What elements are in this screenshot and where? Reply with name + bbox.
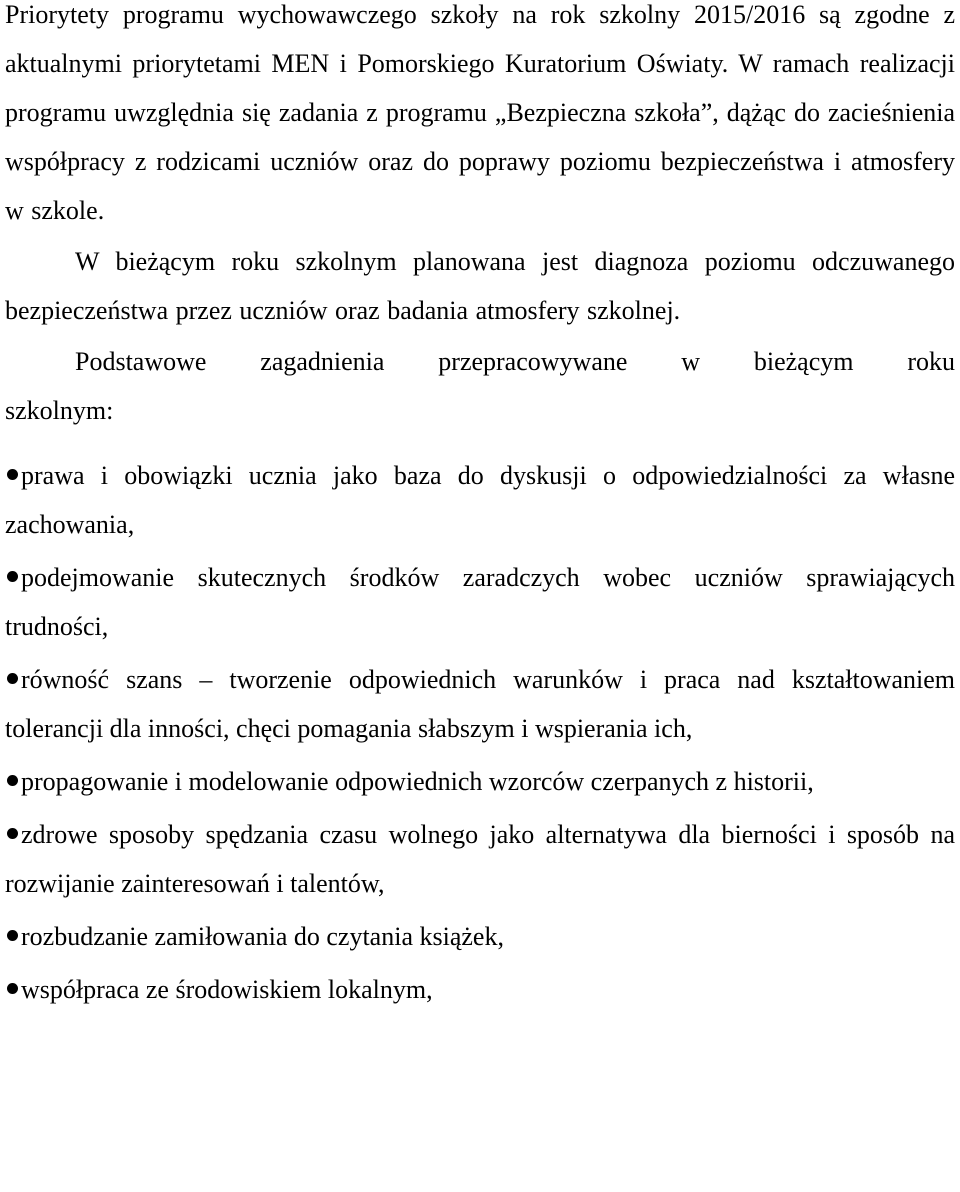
list-item-text: podejmowanie skutecznych środków zaradczych wobec uczniów sprawiających trudności,	[5, 563, 955, 641]
list-item-text: propagowanie i modelowanie odpowiednich wzorców czerpanych z historii,	[21, 767, 814, 796]
list-item	[5, 912, 955, 961]
bullet-icon	[5, 672, 19, 686]
list-item	[5, 451, 955, 549]
bullet-icon	[5, 774, 19, 788]
topics-heading-line2: szkolnym:	[5, 396, 114, 425]
list-item-text: zdrowe sposoby spędzania czasu wolnego jako alternatywa dla bierności i sposób na rozwijanie zainteresowań i talentów,	[5, 820, 955, 898]
topics-bullet-list	[5, 451, 955, 1014]
list-item-text: współpraca ze środowiskiem lokalnym,	[21, 975, 433, 1004]
bullet-icon	[5, 929, 19, 943]
list-item	[5, 553, 955, 651]
list-item-text: rozbudzanie zamiłowania do czytania książek,	[21, 922, 504, 951]
bullet-icon	[5, 468, 19, 482]
document-page	[5, 0, 955, 1014]
list-item	[5, 757, 955, 806]
list-item-text: równość szans – tworzenie odpowiednich warunków i praca nad kształtowaniem tolerancji dla inności, chęci pomagania słabszym i wspierania ich,	[5, 665, 955, 743]
intro-paragraph: Priorytety programu wychowawczego szkoły na rok szkolny 2015/2016 są zgodne z aktualnymi priorytetami MEN i Pomorskiego Kuratorium Oświaty. W ramach realizacji programu uwzględnia się zadania z programu „Bezpieczna szkoła”, dążąc do zacieśnienia współpracy z rodzicami uczniów oraz do poprawy poziomu bezpieczeństwa i atmosfery w szkole.	[5, 0, 955, 225]
list-item	[5, 810, 955, 908]
bullet-icon	[5, 827, 19, 841]
list-item	[5, 655, 955, 753]
diagnosis-paragraph: W bieżącym roku szkolnym planowana jest diagnoza poziomu odczuwanego bezpieczeństwa przez uczniów oraz badania atmosfery szkolnej.	[5, 247, 955, 325]
list-item	[5, 965, 955, 1014]
topics-heading-line1: Podstawowe zagadnienia przepracowywane w bieżącym roku	[75, 347, 955, 376]
bullet-icon	[5, 982, 19, 996]
topics-heading	[5, 337, 955, 435]
list-item-text: prawa i obowiązki ucznia jako baza do dyskusji o odpowiedzialności za własne zachowania,	[5, 461, 955, 539]
bullet-icon	[5, 570, 19, 584]
